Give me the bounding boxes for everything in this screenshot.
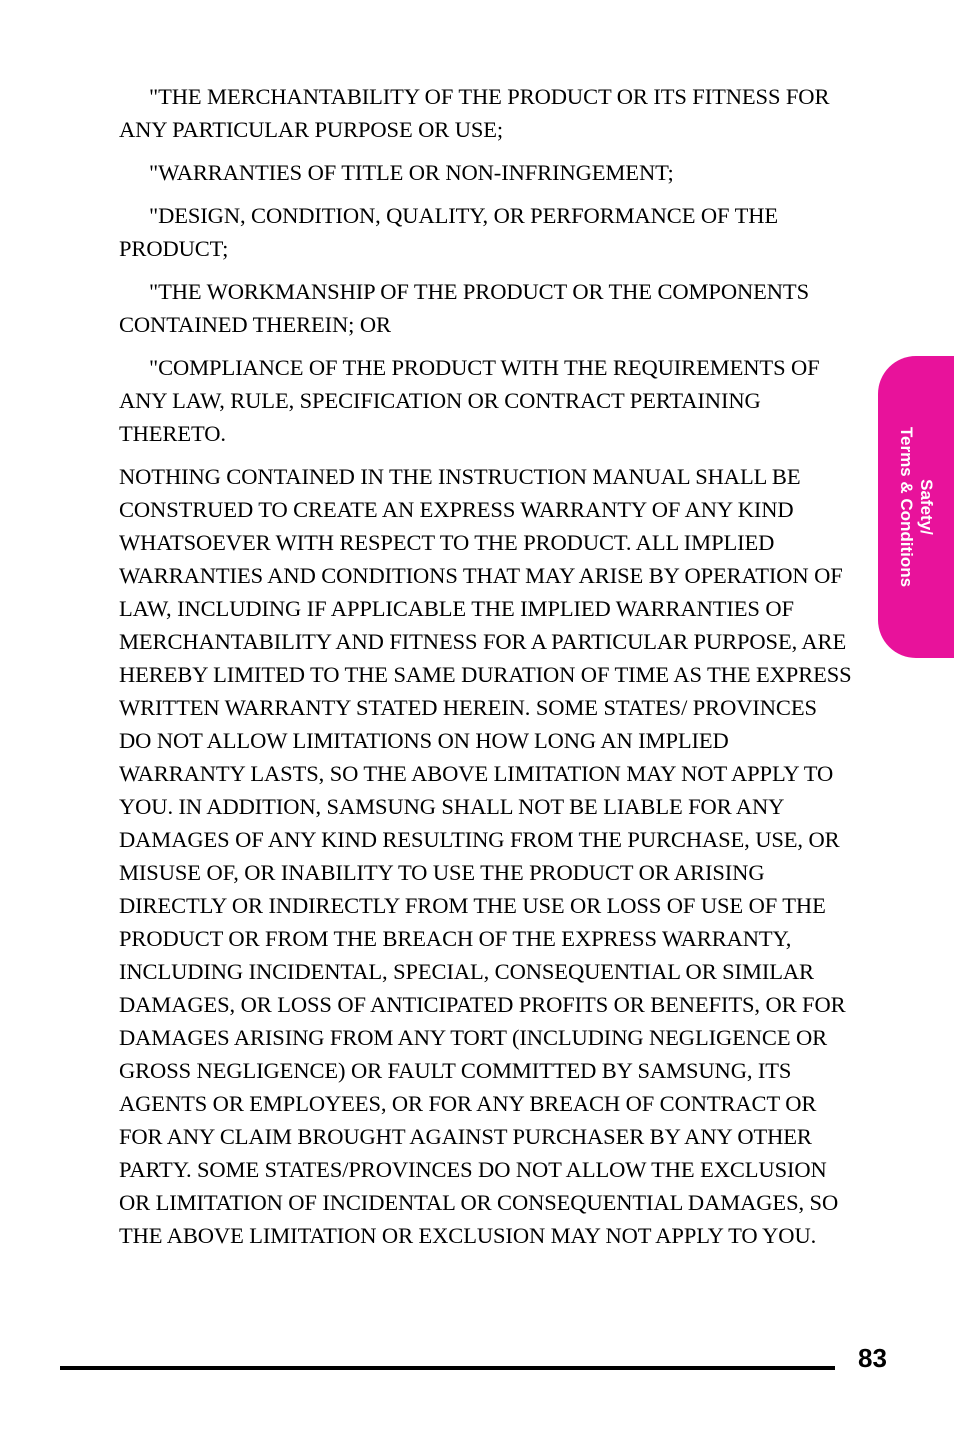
- paragraph-title-warranties: "WARRANTIES OF TITLE OR NON-INFRINGEMENT;: [149, 160, 674, 185]
- paragraph-design-condition: "DESIGN, CONDITION, QUALITY, OR PERFORMANCE OF THE PRODUCT;: [119, 203, 778, 261]
- paragraph-compliance: "COMPLIANCE OF THE PRODUCT WITH THE REQUIREMENTS OF ANY LAW, RULE, SPECIFICATION OR CONTRACT PERTAINING THERETO.: [119, 355, 820, 446]
- document-body: [119, 80, 854, 1252]
- page-number: 83: [858, 1343, 887, 1373]
- section-tab-safety-terms: [878, 356, 954, 658]
- section-tab-label-line1: Safety/: [917, 479, 936, 535]
- paragraph-workmanship: "THE WORKMANSHIP OF THE PRODUCT OR THE COMPONENTS CONTAINED THEREIN; OR: [119, 279, 809, 337]
- paragraph-limitation-of-liability: NOTHING CONTAINED IN THE INSTRUCTION MANUAL SHALL BE CONSTRUED TO CREATE AN EXPRESS WARRANTY OF ANY KIND WHATSOEVER WITH RESPECT TO THE PRODUCT. ALL IMPLIED WARRANTIES AND CONDITIONS THAT MAY ARISE BY OPERATION OF LAW, INCLUDING IF APPLICABLE THE IMPLIED WARRANTIES OF MERCHANTABILITY AND FITNESS FOR A PARTICULAR PURPOSE, ARE HEREBY LIMITED TO THE SAME DURATION OF TIME AS THE EXPRESS WRITTEN WARRANTY STATED HEREIN. SOME STATES/ PROVINCES DO NOT ALLOW LIMITATIONS ON HOW LONG AN IMPLIED WARRANTY LASTS, SO THE ABOVE LIMITATION MAY NOT APPLY TO YOU. IN ADDITION, SAMSUNG SHALL NOT BE LIABLE FOR ANY DAMAGES OF ANY KIND RESULTING FROM THE PURCHASE, USE, OR MISUSE OF, OR INABILITY TO USE THE PRODUCT OR ARISING DIRECTLY OR INDIRECTLY FROM THE USE OR LOSS OF USE OF THE PRODUCT OR FROM THE BREACH OF THE EXPRESS WARRANTY, INCLUDING INCIDENTAL, SPECIAL, CONSEQUENTIAL OR SIMILAR DAMAGES, OR LOSS OF ANTICIPATED PROFITS OR BENEFITS, OR FOR DAMAGES ARISING FROM ANY TORT (INCLUDING NEGLIGENCE OR GROSS NEGLIGENCE) OR FAULT COMMITTED BY SAMSUNG, ITS AGENTS OR EMPLOYEES, OR FOR ANY BREACH OF CONTRACT OR FOR ANY CLAIM BROUGHT AGAINST PURCHASER BY ANY OTHER PARTY. SOME STATES/PROVINCES DO NOT ALLOW THE EXCLUSION OR LIMITATION OF INCIDENTAL OR CONSEQUENTIAL DAMAGES, SO THE ABOVE LIMITATION OR EXCLUSION MAY NOT APPLY TO YOU.: [119, 464, 852, 1248]
- section-tab-label: [896, 427, 936, 587]
- section-tab-label-line2: Terms & Conditions: [897, 426, 916, 588]
- footer-rule: [60, 1366, 835, 1370]
- paragraph-merchantability: "THE MERCHANTABILITY OF THE PRODUCT OR ITS FITNESS FOR ANY PARTICULAR PURPOSE OR USE;: [119, 84, 830, 142]
